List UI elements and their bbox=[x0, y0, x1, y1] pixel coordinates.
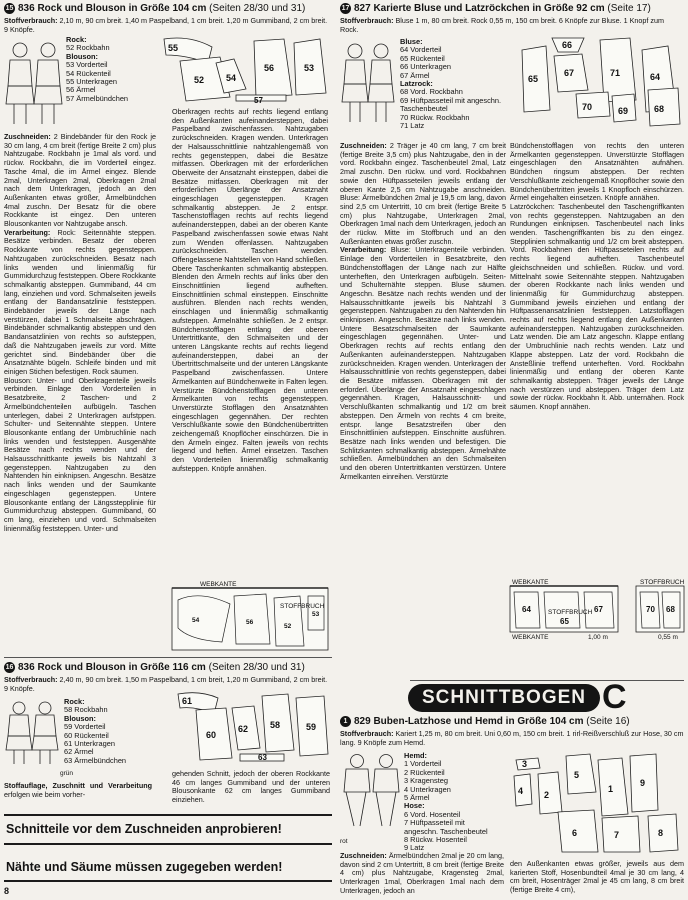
section-16-stoff: Stoffverbrauch: 2,40 m, 90 cm breit. 1,50 m Paspelband, 1 cm breit, 1,20 m Gummiband, 2 cm breit. 9 Knöpfe. bbox=[4, 675, 328, 693]
section-1-header bbox=[340, 716, 630, 728]
svg-text:1: 1 bbox=[608, 784, 614, 794]
section-15-text-col2 bbox=[172, 108, 328, 574]
list-item: 67 Ärmel bbox=[400, 70, 430, 80]
list-item: 5 Ärmel bbox=[404, 793, 430, 803]
svg-text:65: 65 bbox=[560, 617, 569, 626]
svg-text:62: 62 bbox=[238, 724, 249, 734]
svg-text:68: 68 bbox=[654, 104, 665, 114]
svg-text:63: 63 bbox=[258, 753, 267, 762]
svg-text:6: 6 bbox=[572, 828, 578, 838]
svg-text:4: 4 bbox=[518, 786, 524, 796]
section-16-piece-list: Rock: 58 Rockbahn Blouson: 59 Vorderteil 60 Rückenteil 61 Unterkragen 62 Ärmel 63 Ärmelbündchen bbox=[64, 697, 127, 765]
stoffbruch-label: STOFFBRUCH bbox=[280, 603, 325, 610]
paragraph: Rock: Seitennähte steppen. Besätze verbinden. Besatz der oberen Rockkante von rechts gegensteppen. Nahtzugaben zurückschneiden. Besatz nach links wenden und linienmäßig für Gummidurchzug feststeppen. Obere Rockkante schmalkantig absteppen. Gummiband, 44 cm lang, einziehen und vord. Schmalseiten jeweils entlang der Bandansatzlinie feststeppen. Bindebänder jeweils der Länge nach verstürzen, dabei 1 Schmalseite abschrägen. Bindebänder schmalkantig absteppen und den Bandansatzlinien von rechts so aufsteppen, daß die Nahtzugaben jeweils zur vord. Mitte gerichtet sind. Bindebänder über die Ansatznähte bügeln. Schleife binden und mit einigen Stichen befestigen. Rock säumen. bbox=[4, 227, 156, 376]
section-17-piece-list: Bluse: 64 Vorderteil 65 Rückenteil 66 Unterkragen 67 Ärmel Latzrock: 68 Vord. Rockbahn 69 Hüftpasseteil mit angeschn. Taschenbeutel 70 Rückw. Rockbahn 71 Latz bbox=[400, 37, 502, 131]
list-item: 68 Vord. Rockbahn bbox=[400, 87, 463, 97]
paragraph: Oberkragen rechts auf rechts liegend entlang den Außenkanten aufeinandersteppen, dabei Paspelband zwischenfassen. Nahtzugaben zurückschneiden. Kragen wenden. Unterkragen der Halsausschnittlinie nahtzahlengemäß von rechts gegensteppen, dabei die Besätze mitfassen. Oberkragen mit der erforderlichen Oberweite der Ansatznaht einsteppen, dabei die Besätze mitfassen. Oberkragen mit der erforderlichen Überlänge der Ansatznaht eingeschlagen gegensteppen. Kragen schmalkantig absteppen. Je 2 entspr. Taschenstofflagen rechts auf rechts liegend aufeinandersteppen, dabei an der oberen Kante Paspelband zwischenfassen sowie etwas Naht zum Wenden offenlassen. Nahtzugaben zurückschneiden. Taschen wenden. Offengelassene Nahtstellen von Hand schließen. Obere Taschenkanten schmalkantig absteppen. Blenden den Ärmeln rechts auf links über den Einschnittlinien liegend aufheften. Einschnittlinien schmal einsteppen. Einschnitte ausführen. Blenden nach rechts wenden, einschlagen und linienmäßig schmalkantig aufsteppen. Ärmelnähte schließen. Je 2 entspr. Bündchenstofflagen entlang der oberen Untertrittkante, den Schmalseiten und der unteren Längskante rechts auf rechts liegend aufeinandersteppen, dabei an der Übertrittschmalseite und der unteren Längskante Paspelband zwischenfassen. Untere Ärmelkanten auf Bündchenweite in Falten legen. Verstürzte Bündchenstofflagen den unteren Ärmelkanten von rechts gegensteppen. Unverstürzte Stofflagen den Ansatznähten eingeschlagen gegennähen. Der rechten Verschlußkante sowie den Bündchenübertritten zeichengemäß Knopflöcher einschürzen. Die in den Ärmeln eingez. Falten jeweils von rechts liegend und heften. Ärmel einsetzen. Taschen den Vorderteilen linienmäßig schmalkantig aufsteppen. Knöpfe annähen. bbox=[172, 108, 328, 473]
list-item: 9 Latz bbox=[404, 843, 425, 853]
svg-text:64: 64 bbox=[650, 72, 661, 82]
section-number: 17 bbox=[341, 5, 350, 12]
child-illustration-1 bbox=[340, 752, 404, 830]
section-1-stoff: Stoffverbrauch: Kariert 1,25 m, 80 cm breit. Uni 0,60 m, 150 cm breit. 1 rirl-Reißverschluß zur Hose, 30 cm lang. 9 Knöpfe zum Hemd. bbox=[340, 729, 684, 747]
pattern-pieces-17 bbox=[518, 30, 684, 134]
paragraph: Ärmelbündchen 2mal je 20 cm lang, davon sind 2 cm Untertritt, 8 cm breit (fertige Breite 4 cm) plus Nahtzugabe, Kragensteg 2mal, Unterkragen 1mal, Oberkragen 1mal nach dem Unterkragen, jedoch an bbox=[340, 852, 504, 895]
section-title: 836 Rock und Blouson in Größe 104 cm bbox=[18, 3, 207, 15]
list-item: 4 Unterkragen bbox=[404, 784, 451, 794]
list-item: 2 Rückenteil bbox=[404, 767, 445, 777]
list-item: 66 Unterkragen bbox=[400, 62, 451, 72]
svg-text:STOFFBRUCH: STOFFBRUCH bbox=[548, 609, 593, 616]
list-item: 61 Unterkragen bbox=[64, 739, 115, 749]
list-heading: Rock: bbox=[66, 35, 87, 44]
list-item: 3 Kragensteg bbox=[404, 776, 448, 786]
divider bbox=[4, 657, 332, 658]
svg-text:52: 52 bbox=[284, 623, 292, 630]
svg-text:66: 66 bbox=[562, 40, 573, 50]
label-verarbeitung: Verarbeitung: bbox=[4, 227, 51, 237]
svg-text:3: 3 bbox=[522, 759, 528, 769]
pattern-pieces-1 bbox=[510, 752, 684, 856]
svg-text:0,55 m: 0,55 m bbox=[658, 634, 678, 640]
piece-label: 54 bbox=[226, 73, 237, 83]
list-item: 70 Rückw. Rockbahn bbox=[400, 112, 470, 122]
svg-text:7: 7 bbox=[614, 830, 620, 840]
stoff-label: Stoffverbrauch: bbox=[4, 16, 58, 25]
list-item: 71 Latz bbox=[400, 121, 425, 131]
svg-text:2: 2 bbox=[544, 790, 550, 800]
list-item: 8 Rückw. Hosenteil bbox=[404, 835, 467, 845]
section-17-text-col2 bbox=[510, 142, 684, 572]
banner-rule bbox=[4, 880, 332, 882]
section-1-text-col2 bbox=[510, 860, 684, 898]
svg-text:69: 69 bbox=[618, 106, 629, 116]
svg-text:67: 67 bbox=[564, 68, 575, 78]
piece-label: 56 bbox=[264, 63, 275, 73]
webkante-label: WEBKANTE bbox=[200, 581, 237, 588]
svg-text:61: 61 bbox=[182, 696, 193, 706]
section-15-piece-list bbox=[66, 36, 128, 103]
svg-text:67: 67 bbox=[594, 605, 603, 614]
list-item: Taschenbeutel bbox=[400, 104, 448, 114]
paragraph: Bündchenstofflagen von rechts den unteren Ärmelkanten gegensteppen. Unverstürzte Stofflagen eingeschlagen den Ansatznähten aufnähen. Bündchen ringsum absteppen. Der rechten Verschlußkante zeichengemäß Knopflöcher sowie den Bündchenübertritten jeweils 1 Knopfloch einschürzen. Ärmel eingehalten einsetzen. Knöpfe annähen. bbox=[510, 142, 684, 203]
paragraph: den Außenkanten etwas größer, jeweils aus dem karierten Stoff, Hosenbundteil 4mal je 30 cm lang, 4 cm breit, Hosenträger 2mal je 45 cm lang, 8 cm breit (fertige Breite 4 cm), bbox=[510, 860, 684, 895]
section-16-header bbox=[4, 662, 305, 674]
banner-anprobieren: Schnitteile vor dem Zuschneiden anprobieren! bbox=[6, 822, 282, 836]
section-ref: (Seite 17) bbox=[607, 3, 651, 15]
page-number: 8 bbox=[4, 886, 10, 896]
svg-text:64: 64 bbox=[522, 605, 531, 614]
piece-label: 55 bbox=[168, 43, 179, 53]
section-title: 829 Buben-Latzhose und Hemd in Größe 104 cm bbox=[354, 716, 584, 728]
paragraph: 2 Träger je 40 cm lang, 7 cm breit (fertige Breite 3,5 cm) plus Nahtzugabe, den in der vord. Rockbahn eingez. Taschenbeutel 2mal, Latz 2mal zuschn. Den rückw. und vord. Rockbahnen sowie den Hüftpasseteilen jeweils entlang der oberen Kante 2,5 cm Nahtzugabe anschneiden. Bluse: Ärmelbündchen 2mal je 19,5 cm lang, davon sind 2,5 cm Untertritt, 10 cm breit (fertige Breite 5 cm) plus Nahtzugabe, Unterkragen 2mal, Oberkragen 1mal nach dem Unterkragen, jedoch an der rückw. Mitte im Stoffbruch und an den Außenkanten etwas größer zuschn. bbox=[340, 142, 506, 246]
child-illustration-15 bbox=[4, 38, 64, 128]
section-17-header bbox=[340, 3, 651, 15]
list-item: 69 Hüftpasseteil mit angeschn. bbox=[400, 95, 502, 105]
section-15-text-col1 bbox=[4, 133, 156, 645]
svg-text:53: 53 bbox=[312, 611, 320, 618]
list-item: 57 Ärmelbündchen bbox=[66, 93, 129, 103]
stoff-label: Stoffverbrauch: bbox=[340, 16, 394, 25]
svg-text:60: 60 bbox=[206, 730, 217, 740]
list-item: 65 Rückenteil bbox=[400, 53, 445, 63]
list-heading: Blouson: bbox=[66, 51, 99, 61]
svg-text:70: 70 bbox=[646, 605, 655, 614]
svg-text:68: 68 bbox=[666, 605, 675, 614]
section-number: 15 bbox=[5, 5, 14, 12]
list-item: 62 Ärmel bbox=[64, 747, 94, 757]
section-16-text-col1: Stoffauflage, Zuschnitt und Verarbeitung erfolgen wie beim vorher- bbox=[4, 782, 152, 799]
child-illustration-16 bbox=[4, 700, 60, 766]
schnittbogen-badge: SCHNITTBOGEN bbox=[408, 684, 600, 712]
child-illustration-17 bbox=[340, 40, 396, 126]
divider bbox=[410, 680, 684, 681]
pattern-pieces-15 bbox=[160, 33, 330, 105]
svg-text:58: 58 bbox=[270, 720, 281, 730]
piece-label: 57 bbox=[254, 96, 263, 105]
gruen-label: grün bbox=[60, 770, 74, 777]
stoff-text: 2,10 m, 90 cm breit. 1,40 m Paspelband, 1 cm breit. 1,20 m Gummiband, 2 cm breit. 9 Knöpfe. bbox=[4, 16, 328, 34]
list-item: angeschn. Taschenbeutel bbox=[404, 826, 488, 836]
svg-text:59: 59 bbox=[306, 722, 317, 732]
paragraph: Bluse: Unterkragenteile verbinden. Einlage den Vorderteilen in Besatzbreite, den Bündchenstofflagen der Länge nach zur Hälfte unterheften, den Unterkragen aufbügeln. Seiten- und Schulternähte steppen. Bluse säumen. Angeschn. Besätze nach rechts wenden und der Halsausschnittkante jeweils bis Nahtzahl 3 gegensteppen. Nahtzugaben zu den Nahtenden hin einknipsen. Angeschn. Besätze nach links wenden. Untere Besatzschmalseiten der Saumkante eingeschlagen gegennähen. Unter- und Oberkragen rechts auf rechts entlang den Außenkanten aufeinandersteppen. Nahtzugaben zurückschneiden. Kragen wenden. Unterkragen der Halsausschnittlinie von rechts gegensteppen, dabei die Besätze mitfassen. Oberkragen mit der erforderl. Überlänge der Ansatznaht eingeschlagen gegennähen. Kragen, Halsausschnitt- und Verschlußkanten schmalkantig und 1/2 cm breit absteppen. Den Ärmeln von rechts 4 cm breite, entspr. lange Besatzstreifen über den Einschnittlinien aufsteppen. Einschnitte ausführen. Besätze nach links wenden und befestigen. Die Schlitzkanten schmalkantig absteppen. Ärmelnähte schließen. Ärmelbündchen an den Schmalseiten und den oberen Untertrittkanten verstürzen. Untere Ärmelkanten einreihen. Verstürzte bbox=[340, 245, 506, 481]
schnittbogen-letter: C bbox=[602, 678, 627, 716]
section-title: 827 Karierte Bluse und Latzröckchen in Größe 92 cm bbox=[354, 3, 605, 15]
list-item: 56 Ärmel bbox=[66, 85, 96, 95]
section-15-stoff bbox=[4, 16, 330, 34]
svg-text:54: 54 bbox=[192, 617, 200, 624]
rot-label: rot bbox=[340, 838, 348, 845]
list-item: 52 Rockbahn bbox=[66, 43, 110, 53]
svg-text:8: 8 bbox=[658, 828, 664, 838]
list-item: 58 Rockbahn bbox=[64, 705, 108, 715]
paragraph: Blouson: Unter- und Oberkragenteile jeweils verbinden. Einlage den Vorderteilen in Besatzbreite, 2 Taschen- und 2 Ärmelbündchenteilen aufbügeln. Taschen unterlegen, dabei 2 Unterkragen aufstppen. Schulter- und Seitennähte steppen. Untere Blousonkante entlang der Umbruchlinie nach links wenden und feststeppen. Ausgenähte Besätze nach rechts wenden und der Halsausschnittkante jeweils bis Nahtzahl 3 gegensteppen. Nahtzugaben zu den Nahtenden hin einknipsen. Angeschn. Besätze nach links wenden und der Saumkante eingeschlagen gegensteppen. Untere Blousonkante entlang der Längsstepplinie für Gummidurchzug absteppen. Gummiband, 60 cm lang, einziehen und vord. Schmalseiten linienmäßig feststeppen. Unter- und bbox=[4, 375, 156, 533]
svg-text:65: 65 bbox=[528, 74, 539, 84]
label-zuschneiden: Zuschneiden: bbox=[4, 133, 51, 141]
layout-diagram-15 bbox=[170, 580, 330, 652]
list-item: 60 Rückenteil bbox=[64, 730, 109, 740]
svg-text:70: 70 bbox=[582, 102, 593, 112]
section-ref: (Seiten 28/30 und 31) bbox=[209, 3, 306, 15]
list-item: 64 Vorderteil bbox=[400, 45, 442, 55]
layout-diagram-17 bbox=[508, 578, 686, 640]
svg-text:WEBKANTE: WEBKANTE bbox=[512, 579, 549, 586]
section-title: 836 Rock und Blouson in Größe 116 cm bbox=[18, 662, 206, 674]
list-item: 59 Vorderteil bbox=[64, 722, 106, 732]
svg-text:71: 71 bbox=[610, 68, 621, 78]
section-ref: (Seite 16) bbox=[586, 716, 630, 728]
piece-label: 52 bbox=[194, 75, 205, 85]
list-item: 63 Ärmelbündchen bbox=[64, 755, 127, 765]
banner-rule bbox=[4, 843, 332, 845]
section-number: 1 bbox=[340, 716, 351, 727]
banner-naehte: Nähte und Säume müssen zugegeben werden! bbox=[6, 860, 283, 874]
list-item: 55 Unterkragen bbox=[66, 77, 117, 87]
list-item: 6 Vord. Hosenteil bbox=[404, 809, 461, 819]
section-number: 16 bbox=[5, 664, 14, 671]
svg-text:1,00 m: 1,00 m bbox=[588, 634, 608, 640]
section-15-header bbox=[4, 3, 305, 15]
banner-rule bbox=[4, 814, 332, 816]
svg-text:9: 9 bbox=[640, 778, 646, 788]
section-1-text-col1: Zuschneiden: Ärmelbündchen 2mal je 20 cm lang, davon sind 2 cm Untertritt, 8 cm breit (fertige Breite 4 cm) plus Nahtzugabe, Kragensteg 2mal, Unterkragen 1mal, Oberkragen 1mal nach dem Unterkragen, jedoch an bbox=[340, 852, 504, 895]
paragraph: 2 Bindebänder für den Rock je 30 cm lang, 4 cm breit (fertige Breite 2 cm) plus Nahtzugabe. Rockbahn je 1mal als vord. und rückw. Rockbahn, die im Vorderteil eingez. Tasche 4mal, die im Ärmel eingez. Blende 2mal, Unterkragen 2mal, Oberkragen 2mal nach dem Unterkragen, jedoch an den Außenkanten etwas größer, Ärmelbündchen 4mal zuschn. Der Besatz für die obere Rockkante ist eingez. Den unteren Blousonkanten vor Nahtzugabe ansch. bbox=[4, 133, 156, 229]
section-16-text-col2 bbox=[172, 770, 330, 806]
list-item: 53 Vorderteil bbox=[66, 60, 108, 70]
section-1-piece-list: Hemd: 1 Vorderteil 2 Rückenteil 3 Kragensteg 4 Unterkragen 5 Ärmel Hose: 6 Vord. Hosenteil 7 Hüftpasseteil mit angeschn. Taschenbeutel 8 Rückw. Hosenteil 9 Latz bbox=[404, 751, 488, 853]
section-17-text-col1: Zuschneiden: 2 Träger je 40 cm lang, 7 cm breit (fertige Breite 3,5 cm) plus Nahtzugabe, den in der vord. Rockbahn eingez. Taschenbeutel 2mal, Latz 2mal zuschn. Den rückw. und vord. Rockbahnen sowie den Hüftpasseteilen jeweils entlang der oberen Kante 2,5 cm Nahtzugabe anschneiden. Bluse: Ärmelbündchen 2mal je 19,5 cm lang, davon sind 2,5 cm Untertritt, 10 cm breit (fertige Breite 5 cm) plus Nahtzugabe, Unterkragen 2mal, Oberkragen 1mal nach dem Unterkragen, jedoch an der rückw. Mitte im Stoffbruch und an den Außenkanten etwas größer zuschn. Verarbeitung: Bluse: Unterkragenteile verbinden. Einlage den Vorderteilen in Besatzbreite, den Bündchenstofflagen der Länge nach zur Hälfte unterheften, den Unterkragen aufbügeln. Seiten- und Schulternähte steppen. Bluse säumen. Angeschn. Besätze nach rechts wenden und der Halsausschnittkante jeweils bis Nahtzahl 3 gegensteppen. Nahtzugaben zu den Nahtenden hin einknipsen. Angeschn. Besätze nach links wenden. Untere Besatzschmalseiten der Saumkante eingeschlagen gegennähen. Unter- und Oberkragen rechts auf rechts entlang den Außenkanten aufeinandersteppen. Nahtzugaben zurückschneiden. Kragen wenden. Unterkragen der Halsausschnittlinie von rechts gegensteppen, dabei die Besätze mitfassen. Oberkragen mit der erforderl. Überlänge der Ansatznaht eingeschlagen gegennähen. Kragen, Halsausschnitt- und Verschlußkanten schmalkantig und 1/2 cm breit absteppen. Den Ärmeln von rechts 4 cm breite, entspr. lange Besatzstreifen über den Einschnittlinien aufsteppen. Einschnitte ausführen. Besätze nach links wenden und befestigen. Die Schlitzkanten schmalkantig absteppen. Ärmelnähte schließen. Ärmelbündchen an den Schmalseiten und den oberen Untertrittkanten verstürzen. Untere Ärmelkanten einreihen. Verstürzte bbox=[340, 142, 506, 481]
section-ref: (Seiten 28/30 und 31) bbox=[208, 662, 305, 674]
paragraph: Latzröckchen: Taschenbeutel den Taschengriffkanten von rechts gegensteppen. Nahtzugaben an den Rundungen einknipsen. Taschenbeutel nach links wenden. Taschengriffkanten bis zu den eingez. Stepplinien schmalkantig und 1/2 cm breit absteppen. Vord. Rockbahnen den Hüftpasseteilen rechts auf rechts liegend aufheften. Taschenbeutel gleichschneiden und schließen. Rückw. und vord. Mittelnaht sowie Seitennähte steppen. Nahtzugaben der oberen Rockkante nach links wenden und linienmäßig für Gummidurchzug absteppen. Gummiband jeweils einziehen und entlang der Hüftpassenansatzlinien feststeppen. Latzstofflagen rechts auf rechts liegend entlang den Außenkanten aufeinandersteppen. Nahtzugaben zurückschneiden. Latz wenden. Die am Latz angeschn. Klappe entlang der Umbruchlinie nach rechts wenden. Latz und Klappe absteppen. Latz der vord. Rockbahn die Ansteßlinie treffend unterheften. Vord. Rockbahn linienmäßig und entlang der oberen Kante schmalkantig absteppen. Träger jeweils der Länge nach verstürzen und absteppen. Träger dem Latz sowie der rückw. Rockbahn lt. Abb. unternähen. Rock säumen. Knopf annähen. bbox=[510, 201, 684, 412]
list-item: 1 Vorderteil bbox=[404, 759, 442, 769]
list-item: 54 Rückenteil bbox=[66, 68, 111, 78]
svg-text:WEBKANTE: WEBKANTE bbox=[512, 634, 549, 640]
svg-text:STOFFBRUCH: STOFFBRUCH bbox=[640, 579, 685, 586]
stoff-text: Bluse 1 m, 80 cm breit. Rock 0,55 m, 150 cm breit. 6 Knöpfe zur Bluse. 1 Knopf zum Rock. bbox=[340, 16, 664, 34]
svg-text:5: 5 bbox=[574, 770, 580, 780]
pattern-pieces-16 bbox=[176, 688, 330, 766]
piece-label: 53 bbox=[304, 63, 315, 73]
list-item: 7 Hüftpasseteil mit bbox=[404, 818, 465, 828]
svg-text:56: 56 bbox=[246, 619, 254, 626]
paragraph: gehenden Schnitt, jedoch der oberen Rockkante 46 cm langes Gummiband und der unteren Blousonkante 62 cm langes Gummiband einziehen. bbox=[172, 770, 330, 805]
